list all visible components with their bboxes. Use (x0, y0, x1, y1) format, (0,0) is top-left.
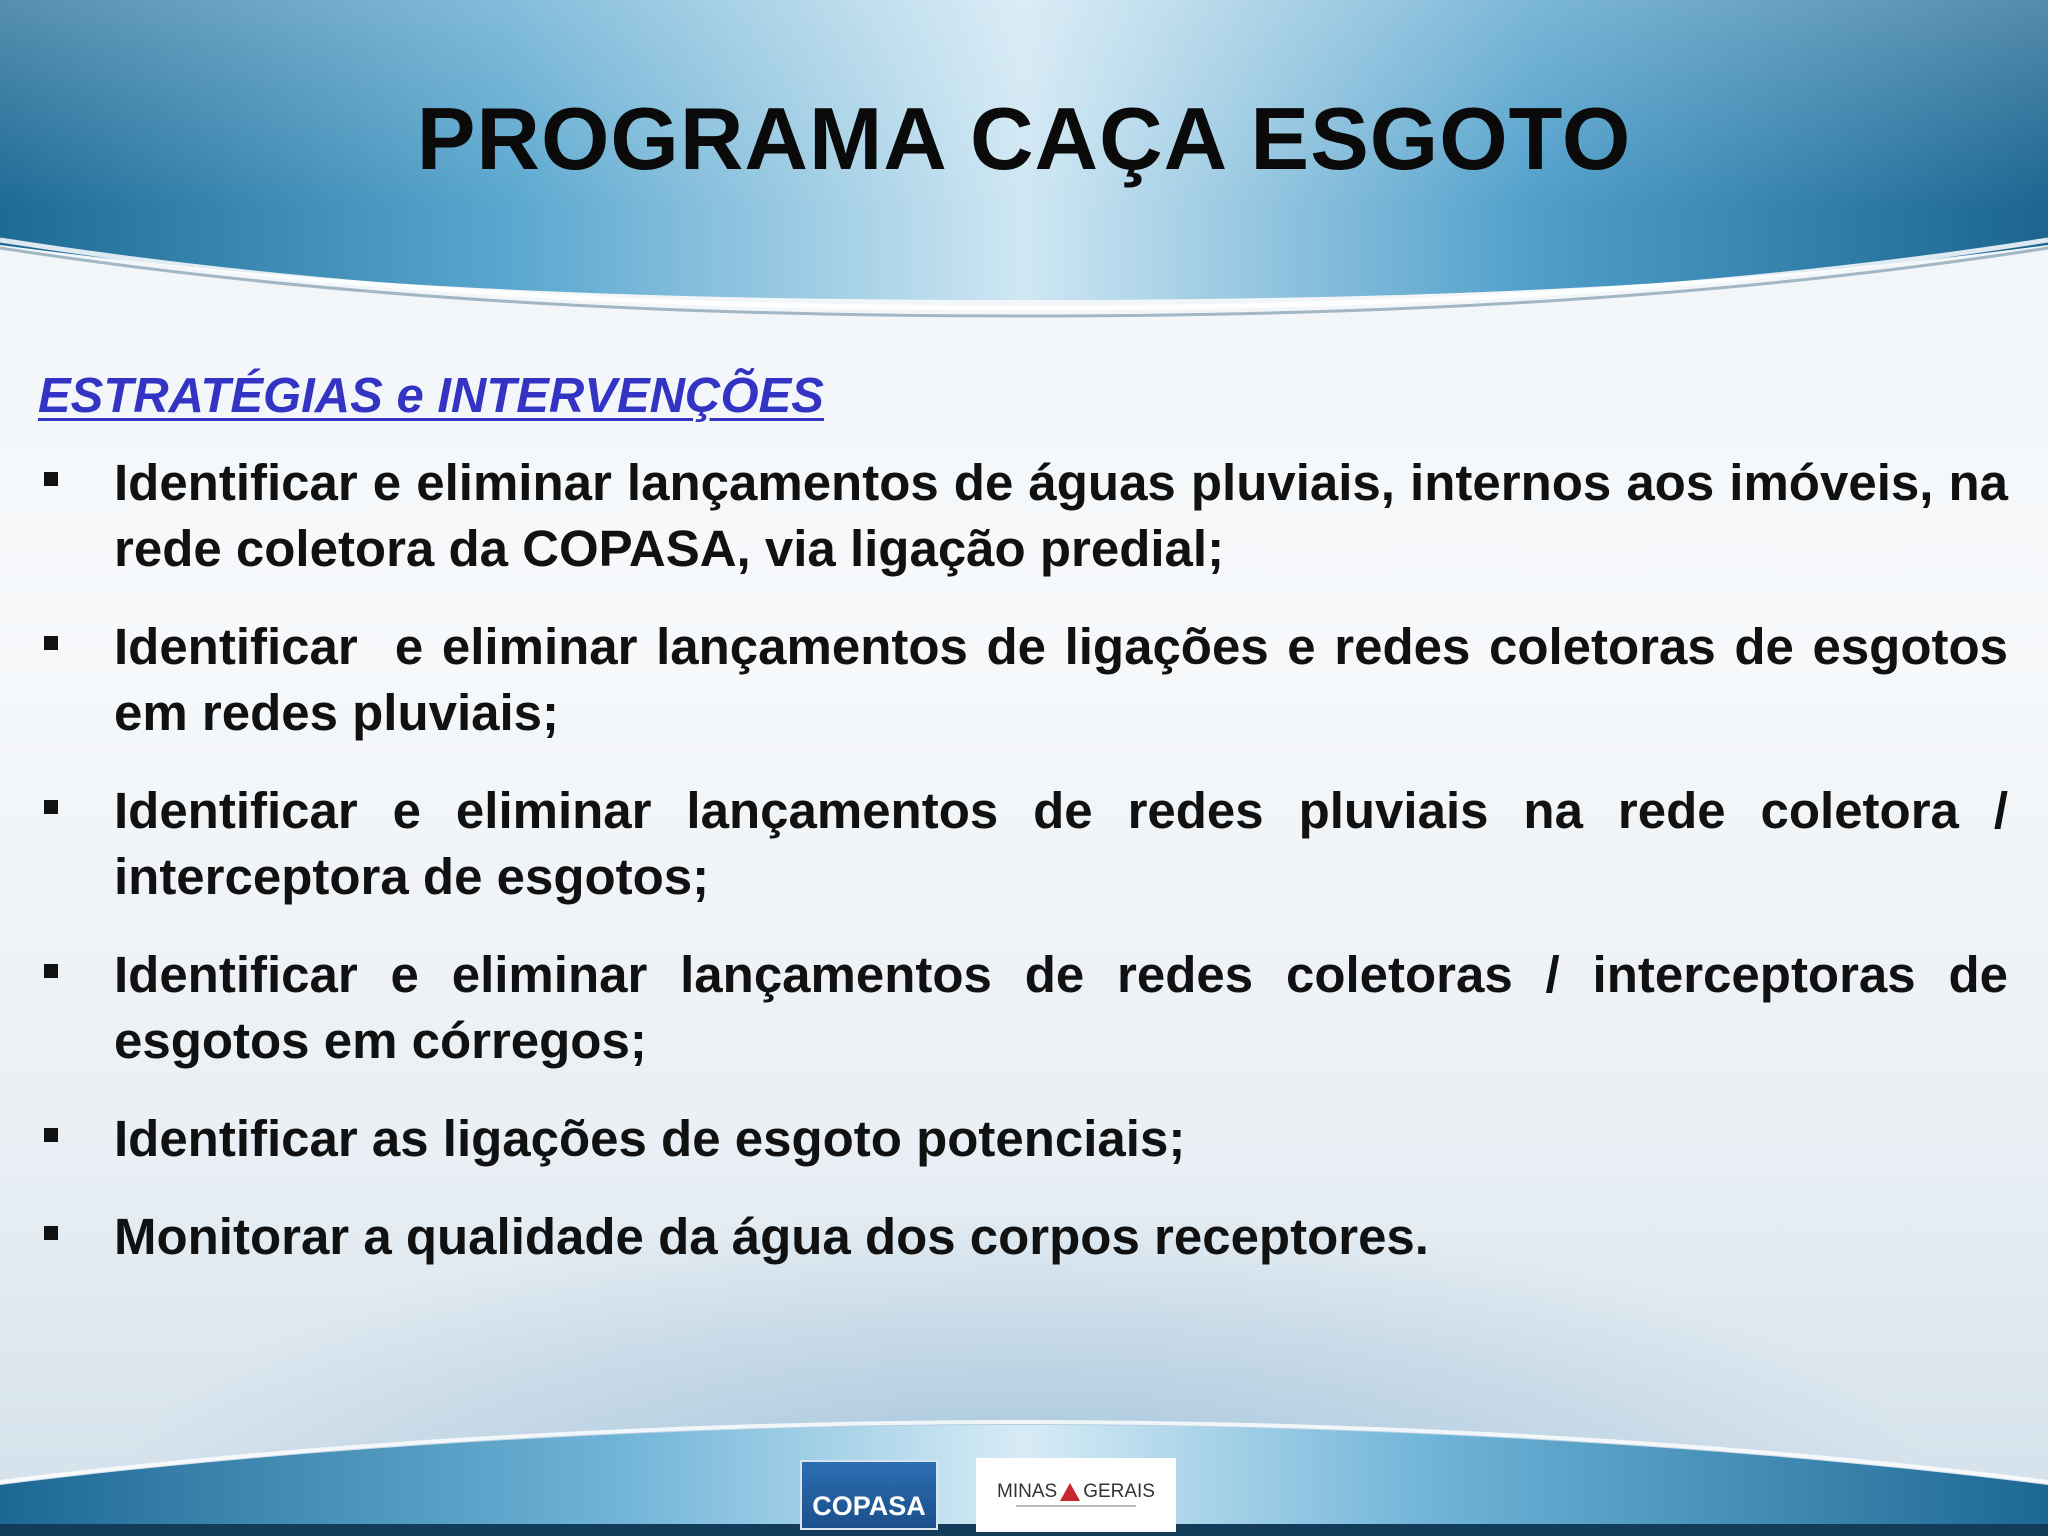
bullet-text: Identificar e eliminar lançamentos de redes pluviais na rede coletora / interceptora de esgotos; (114, 782, 2008, 905)
bullet-list (38, 450, 2023, 1302)
bullet-item (38, 778, 2008, 910)
gerais-logo-word: GERAIS (1083, 1481, 1155, 1502)
bullet-item (38, 942, 2008, 1074)
square-bullet-icon (44, 636, 58, 650)
square-bullet-icon (44, 964, 58, 978)
bullet-text: Identificar as ligações de esgoto potenciais; (114, 1110, 1186, 1167)
minas-logo-word: MINAS (997, 1481, 1058, 1502)
bullet-text: Monitorar a qualidade da água dos corpos receptores. (114, 1208, 1429, 1265)
bullet-text: Identificar e eliminar lançamentos de ligações e redes coletoras de esgotos em redes pluviais; (114, 618, 2023, 741)
square-bullet-icon (44, 472, 58, 486)
minas-triangle-icon (1059, 1482, 1081, 1502)
bullet-item (38, 614, 2023, 746)
bullet-text: Identificar e eliminar lançamentos de redes coletoras / interceptoras de esgotos em córregos; (114, 946, 2008, 1069)
bullet-text: Identificar e eliminar lançamentos de águas pluviais, internos aos imóveis, na rede coletora da COPASA, via ligação predial; (114, 454, 2008, 577)
square-bullet-icon (44, 800, 58, 814)
bullet-item (38, 1204, 2008, 1270)
square-bullet-icon (44, 1128, 58, 1142)
copasa-logo-text: COPASA (812, 1491, 926, 1521)
section-heading: ESTRATÉGIAS e INTERVENÇÕES (38, 369, 824, 423)
bullet-item (38, 450, 2008, 582)
copasa-logo (800, 1460, 938, 1530)
slide-title: PROGRAMA CAÇA ESGOTO (416, 89, 1632, 188)
minas-gerais-logo (976, 1458, 1176, 1532)
minas-logo-subline (1016, 1503, 1136, 1509)
bullet-item (38, 1106, 2008, 1172)
square-bullet-icon (44, 1226, 58, 1240)
